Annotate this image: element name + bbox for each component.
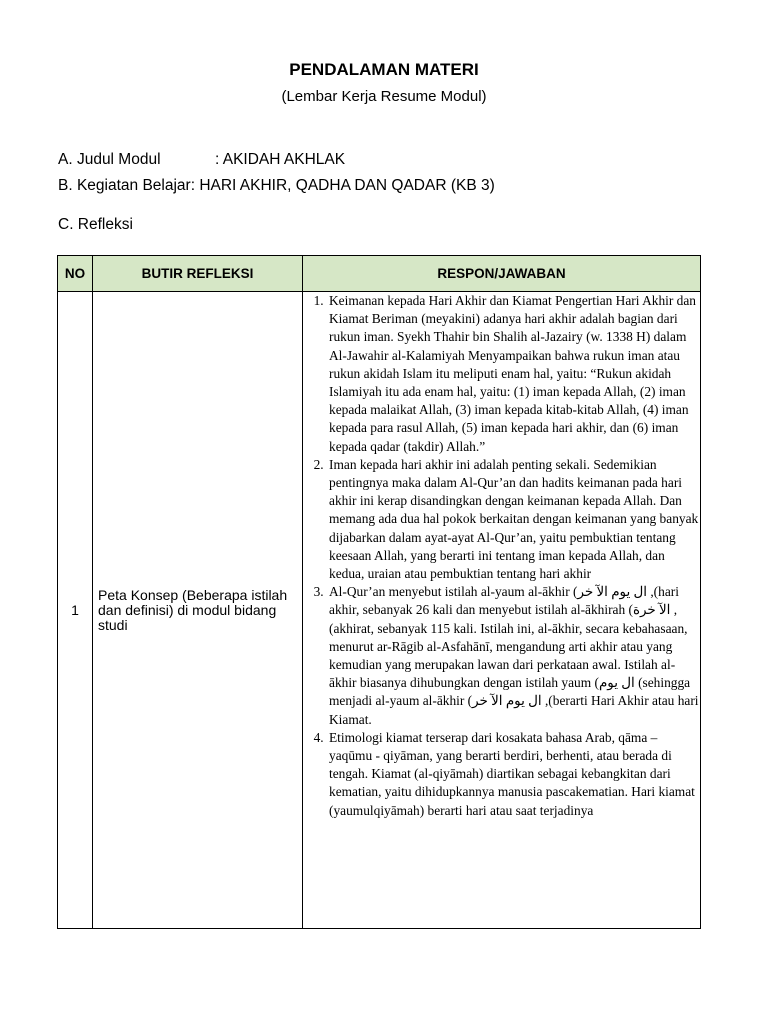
respon-cell — [303, 292, 701, 929]
kegiatan-belajar-value: : HARI AKHIR, QADHA DAN QADAR (KB 3) — [190, 177, 495, 194]
refleksi-heading: C. Refleksi — [58, 216, 133, 233]
row-number: 1 — [58, 292, 93, 929]
header-butir-refleksi: BUTIR REFLEKSI — [93, 256, 303, 292]
judul-modul-value: : AKIDAH AKHLAK — [215, 151, 346, 168]
kegiatan-belajar-label: B. Kegiatan Belajar — [58, 177, 191, 194]
document-subtitle: (Lembar Kerja Resume Modul) — [281, 88, 487, 105]
list-item: 2. Iman kepada hari akhir ini adalah penting sekali. Sedemikian pentingnya maka dalam Al-Qur’an dan hadits keimanan pada hari akhir ini kerap disandingkan dengan keimanan kepada Allah. Dan memang ada dua hal pokok berkaitan dengan keimanan yang banyak dijabarkan dalam ayat-ayat Al-Qur’an, yaitu pembuktian tentang keesaan Allah, yang berarti ini tentang iman kepada Allah, dan kedua, uraian atau pembuktian tentang hari akhir — [327, 456, 700, 583]
header-no: NO — [58, 256, 93, 292]
judul-modul-label: A. Judul Modul — [58, 151, 161, 168]
judul-modul-row — [58, 151, 345, 169]
kegiatan-belajar-row — [58, 177, 495, 195]
document-title: PENDALAMAN MATERI — [289, 60, 479, 79]
table-row — [58, 292, 701, 929]
list-item: 1. Keimanan kepada Hari Akhir dan Kiamat Pengertian Hari Akhir dan Kiamat Beriman (meyakini) adanya hari akhir adalah bagian dari rukun iman. Syekh Thahir bin Shalih al-Jazairy (w. 1338 H) dalam Al-Jawahir al-Kalamiyah Menyampaikan bahwa rukun iman atau rukun akidah Islam itu meliputi enam hal, yaitu: “Rukun akidah Islamiyah itu ada enam hal, yaitu: (1) iman kepada Allah, (2) iman kepada malaikat Allah, (3) iman kepada kitab-kitab Allah, (4) iman kepada para rasul Allah, (5) iman kepada hari akhir, dan (6) iman kepada qadar (takdir) Allah.” — [327, 292, 700, 456]
butir-refleksi-cell: Peta Konsep (Beberapa istilah dan definisi) di modul bidang studi — [93, 292, 303, 929]
refleksi-table — [57, 255, 701, 929]
table-header-row — [58, 256, 701, 292]
respon-list — [303, 292, 700, 820]
list-item: 3. Al-Qur’an menyebut istilah al-yaum al-ākhir (ال يوم الآ خر ,(hari akhir, sebanyak 26 kali dan menyebut istilah al-ākhirah (الآ خرة ,(akhirat, sebanyak 115 kali. Istilah ini, al-ākhir, secara kebahasaan, menurut ar-Rāgib al-Asfahānī, mengandung arti akhir atau yang kemudian yang merupakan lawan dari perkataan awal. Istilah al-ākhir biasanya dihubungkan dengan istilah yaum (ال يوم (sehingga menjadi al-yaum al-ākhir (ال يوم الآ خر ,(berarti Hari Akhir atau hari Kiamat. — [327, 583, 700, 729]
list-item: 4. Etimologi kiamat terserap dari kosakata bahasa Arab, qāma – yaqūmu - qiyāman, yang berarti berdiri, berhenti, atau berada di tengah. Kiamat (al-qiyāmah) diartikan sebagai kebangkitan dari kematian, yaitu dihidupkannya manusia pascakematian. Hari kiamat (yaumulqiyāmah) berarti hari atau saat terjadinya — [327, 729, 700, 820]
header-respon-jawaban: RESPON/JAWABAN — [303, 256, 701, 292]
